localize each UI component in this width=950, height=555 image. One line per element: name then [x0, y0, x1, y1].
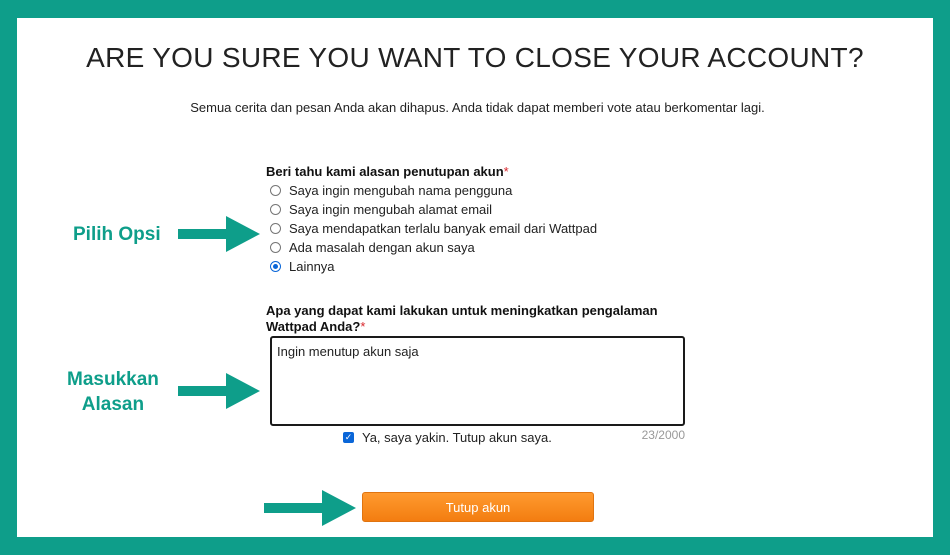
- required-mark: *: [503, 164, 509, 179]
- radio-button[interactable]: [270, 242, 281, 253]
- feedback-textarea[interactable]: Ingin menutup akun saja: [270, 336, 685, 426]
- reason-option-account-problem[interactable]: [270, 238, 597, 257]
- page-title: ARE YOU SURE YOU WANT TO CLOSE YOUR ACCOUNT?: [86, 42, 864, 73]
- radio-button-selected[interactable]: [270, 261, 281, 272]
- required-mark: *: [360, 319, 366, 334]
- reason-question-label: Beri tahu kami alasan penutupan akun: [266, 164, 504, 179]
- arrow-right-icon: [264, 488, 358, 528]
- reason-option-label: Saya ingin mengubah nama pengguna: [289, 183, 513, 198]
- reason-question: [266, 164, 509, 179]
- reason-option-other[interactable]: [270, 257, 597, 276]
- arrow-right-icon: [178, 371, 262, 411]
- reason-option-change-email[interactable]: [270, 200, 597, 219]
- reason-option-label: Saya mendapatkan terlalu banyak email dari Wattpad: [289, 221, 598, 236]
- radio-button[interactable]: [270, 204, 281, 215]
- improve-question: [266, 303, 696, 335]
- arrow-right-icon: [178, 214, 262, 254]
- close-account-button[interactable]: Tutup akun: [362, 492, 594, 522]
- checkbox-checked-icon[interactable]: ✓: [344, 432, 353, 442]
- page-subtitle: Semua cerita dan pesan Anda akan dihapus. Anda tidak dapat memberi vote atau berkomentar lagi.: [190, 100, 765, 115]
- annotation-enter-reason: [67, 367, 159, 417]
- reason-option-label: Saya ingin mengubah alamat email: [289, 202, 493, 217]
- reason-option-label: Ada masalah dengan akun saya: [289, 240, 475, 255]
- annotation-choose-option: Pilih Opsi: [73, 224, 161, 245]
- character-counter: 23/2000: [641, 428, 685, 442]
- confirm-label: Ya, saya yakin. Tutup akun saya.: [362, 430, 552, 445]
- improve-question-label: Apa yang dapat kami lakukan untuk meningkatkan pengalaman Wattpad Anda?: [266, 303, 658, 334]
- confirm-checkbox-row[interactable]: [343, 430, 552, 445]
- radio-button[interactable]: [270, 185, 281, 196]
- radio-button[interactable]: [270, 223, 281, 234]
- dialog-panel: [17, 18, 933, 537]
- annotation-line: Masukkan: [67, 369, 159, 390]
- annotation-line: Alasan: [81, 394, 145, 415]
- reason-options: [270, 181, 597, 276]
- reason-option-label: Lainnya: [289, 259, 335, 274]
- reason-option-change-username[interactable]: [270, 181, 597, 200]
- reason-option-too-many-emails[interactable]: [270, 219, 597, 238]
